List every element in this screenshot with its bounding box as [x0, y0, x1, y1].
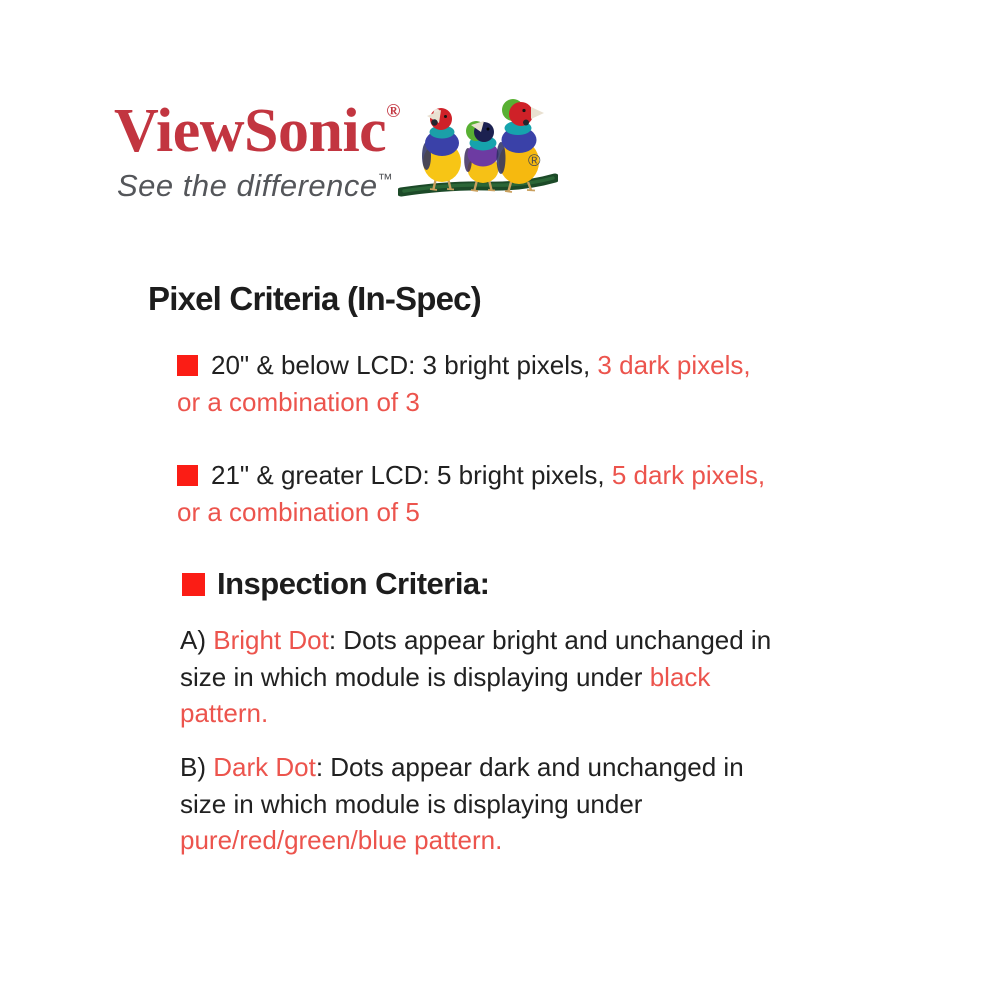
page-title: Pixel Criteria (In-Spec) — [148, 280, 481, 317]
red-square-bullet-icon — [177, 465, 198, 486]
finch-middle — [464, 121, 498, 191]
brand-wordmark: ViewSonic — [114, 97, 387, 165]
inspection-criteria-heading — [182, 566, 490, 602]
tagline-text: See the difference — [117, 168, 378, 203]
registered-trademark-icon: ® — [528, 151, 541, 170]
registered-trademark-icon: ® — [386, 101, 401, 122]
gouldian-finches-icon — [398, 90, 558, 205]
inspection-heading-text: Inspection Criteria: — [217, 566, 490, 601]
red-square-bullet-icon — [182, 573, 205, 596]
bright-dot-definition: A) Bright Dot: Dots appear bright and unchanged in size in which module is displaying under black pattern. — [180, 625, 772, 728]
brand-tagline — [117, 167, 393, 204]
spec-bullet-text: 21" & greater LCD: 5 bright pixels, 5 dark pixels, or a combination of 5 — [177, 460, 766, 527]
finch-left — [422, 108, 461, 190]
spec-bullet-20-below — [177, 347, 751, 421]
trademark-icon: ™ — [377, 171, 393, 188]
red-square-bullet-icon — [177, 355, 198, 376]
finches-illustration — [398, 90, 558, 205]
spec-bullet-21-greater — [177, 457, 765, 531]
dark-dot-definition: B) Dark Dot: Dots appear dark and unchanged in size in which module is displaying under pure/red/green/blue pattern. — [180, 752, 744, 855]
spec-bullet-text: 20" & below LCD: 3 bright pixels, 3 dark pixels, or a combination of 3 — [177, 350, 751, 417]
viewsonic-logo — [114, 97, 401, 165]
